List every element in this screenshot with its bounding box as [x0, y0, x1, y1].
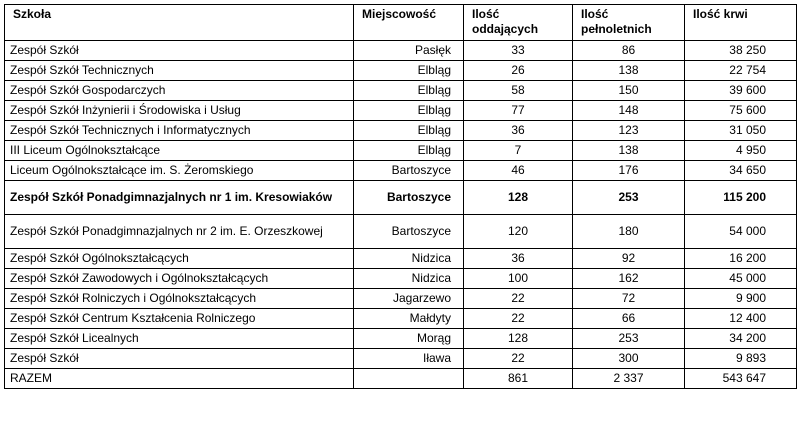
- adults-cell: 138: [573, 141, 685, 161]
- donors-cell: 22: [464, 309, 573, 329]
- table-row: [5, 161, 797, 181]
- adults-cell: 176: [573, 161, 685, 181]
- table-row: [5, 215, 797, 249]
- column-header-city: Miejscowość: [354, 5, 464, 41]
- donors-cell: 26: [464, 61, 573, 81]
- adults-cell: 72: [573, 289, 685, 309]
- blood-cell: 31 050: [685, 121, 797, 141]
- donors-cell: 33: [464, 41, 573, 61]
- school-cell: Zespół Szkół Inżynierii i Środowiska i Usług: [5, 101, 354, 121]
- blood-cell: 45 000: [685, 269, 797, 289]
- blood-cell: 115 200: [685, 181, 797, 215]
- table-row: [5, 289, 797, 309]
- table-row: [5, 81, 797, 101]
- city-cell: Elbląg: [354, 61, 464, 81]
- table-row: [5, 41, 797, 61]
- donors-cell: 36: [464, 249, 573, 269]
- adults-cell: 123: [573, 121, 685, 141]
- donors-cell: 128: [464, 181, 573, 215]
- blood-cell: 39 600: [685, 81, 797, 101]
- school-cell: Liceum Ogólnokształcące im. S. Żeromskiego: [5, 161, 354, 181]
- blood-donation-table-container: [4, 4, 797, 389]
- donors-cell: 58: [464, 81, 573, 101]
- school-cell: Zespół Szkół Licealnych: [5, 329, 354, 349]
- table-row: [5, 141, 797, 161]
- blood-donation-table: [4, 4, 797, 389]
- donors-cell: 22: [464, 289, 573, 309]
- school-cell: Zespół Szkół Rolniczych i Ogólnokształcących: [5, 289, 354, 309]
- blood-cell: 4 950: [685, 141, 797, 161]
- donors-cell: 36: [464, 121, 573, 141]
- column-header-adults: Ilość pełnoletnich: [573, 5, 685, 41]
- school-cell: Zespół Szkół Zawodowych i Ogólnokształcących: [5, 269, 354, 289]
- school-cell: III Liceum Ogólnokształcące: [5, 141, 354, 161]
- blood-cell: 22 754: [685, 61, 797, 81]
- city-cell: Jagarzewo: [354, 289, 464, 309]
- adults-cell: 148: [573, 101, 685, 121]
- table-total-row: [5, 369, 797, 389]
- donors-cell: 77: [464, 101, 573, 121]
- blood-cell: 38 250: [685, 41, 797, 61]
- table-row: [5, 349, 797, 369]
- adults-cell: 180: [573, 215, 685, 249]
- column-header-school: Szkoła: [5, 5, 354, 41]
- donors-cell: 46: [464, 161, 573, 181]
- school-cell: Zespół Szkół: [5, 41, 354, 61]
- school-cell: Zespół Szkół Gospodarczych: [5, 81, 354, 101]
- table-row: [5, 309, 797, 329]
- school-cell: Zespół Szkół Ponadgimnazjalnych nr 2 im. E. Orzeszkowej: [5, 215, 354, 249]
- blood-cell: 12 400: [685, 309, 797, 329]
- city-cell: Elbląg: [354, 101, 464, 121]
- table-row: [5, 61, 797, 81]
- adults-cell: 86: [573, 41, 685, 61]
- blood-cell: 9 900: [685, 289, 797, 309]
- table-row-highlighted: [5, 181, 797, 215]
- school-cell: Zespół Szkół Ogólnokształcących: [5, 249, 354, 269]
- adults-cell: 300: [573, 349, 685, 369]
- city-cell: Małdyty: [354, 309, 464, 329]
- adults-cell: 138: [573, 61, 685, 81]
- city-cell: Bartoszyce: [354, 181, 464, 215]
- blood-cell: 34 650: [685, 161, 797, 181]
- school-cell: Zespół Szkół: [5, 349, 354, 369]
- blood-cell: 34 200: [685, 329, 797, 349]
- table-row: [5, 249, 797, 269]
- blood-cell: 75 600: [685, 101, 797, 121]
- blood-cell: 54 000: [685, 215, 797, 249]
- table-row: [5, 101, 797, 121]
- adults-cell: 66: [573, 309, 685, 329]
- city-cell: Bartoszyce: [354, 215, 464, 249]
- blood-cell: 16 200: [685, 249, 797, 269]
- adults-cell: 253: [573, 329, 685, 349]
- city-cell: Morąg: [354, 329, 464, 349]
- school-cell: Zespół Szkół Technicznych: [5, 61, 354, 81]
- city-cell: Elbląg: [354, 141, 464, 161]
- donors-cell: 120: [464, 215, 573, 249]
- school-cell: Zespół Szkół Technicznych i Informatycznych: [5, 121, 354, 141]
- donors-cell: 22: [464, 349, 573, 369]
- city-cell: Iława: [354, 349, 464, 369]
- city-cell: Nidzica: [354, 249, 464, 269]
- adults-cell: 92: [573, 249, 685, 269]
- total-label: RAZEM: [5, 369, 354, 389]
- total-blood-cell: 543 647: [685, 369, 797, 389]
- city-cell: Elbląg: [354, 81, 464, 101]
- table-row: [5, 121, 797, 141]
- table-header-row: [5, 5, 797, 41]
- adults-cell: 150: [573, 81, 685, 101]
- column-header-blood: Ilość krwi: [685, 5, 797, 41]
- total-donors-cell: 861: [464, 369, 573, 389]
- table-row: [5, 329, 797, 349]
- donors-cell: 7: [464, 141, 573, 161]
- total-city-cell: [354, 369, 464, 389]
- city-cell: Nidzica: [354, 269, 464, 289]
- city-cell: Elbląg: [354, 121, 464, 141]
- donors-cell: 100: [464, 269, 573, 289]
- table-row: [5, 269, 797, 289]
- column-header-donors: Ilość oddających: [464, 5, 573, 41]
- city-cell: Pasłęk: [354, 41, 464, 61]
- city-cell: Bartoszyce: [354, 161, 464, 181]
- donors-cell: 128: [464, 329, 573, 349]
- blood-cell: 9 893: [685, 349, 797, 369]
- school-cell: Zespół Szkół Centrum Kształcenia Rolniczego: [5, 309, 354, 329]
- adults-cell: 253: [573, 181, 685, 215]
- total-adults-cell: 2 337: [573, 369, 685, 389]
- school-cell: Zespół Szkół Ponadgimnazjalnych nr 1 im. Kresowiaków: [5, 181, 354, 215]
- adults-cell: 162: [573, 269, 685, 289]
